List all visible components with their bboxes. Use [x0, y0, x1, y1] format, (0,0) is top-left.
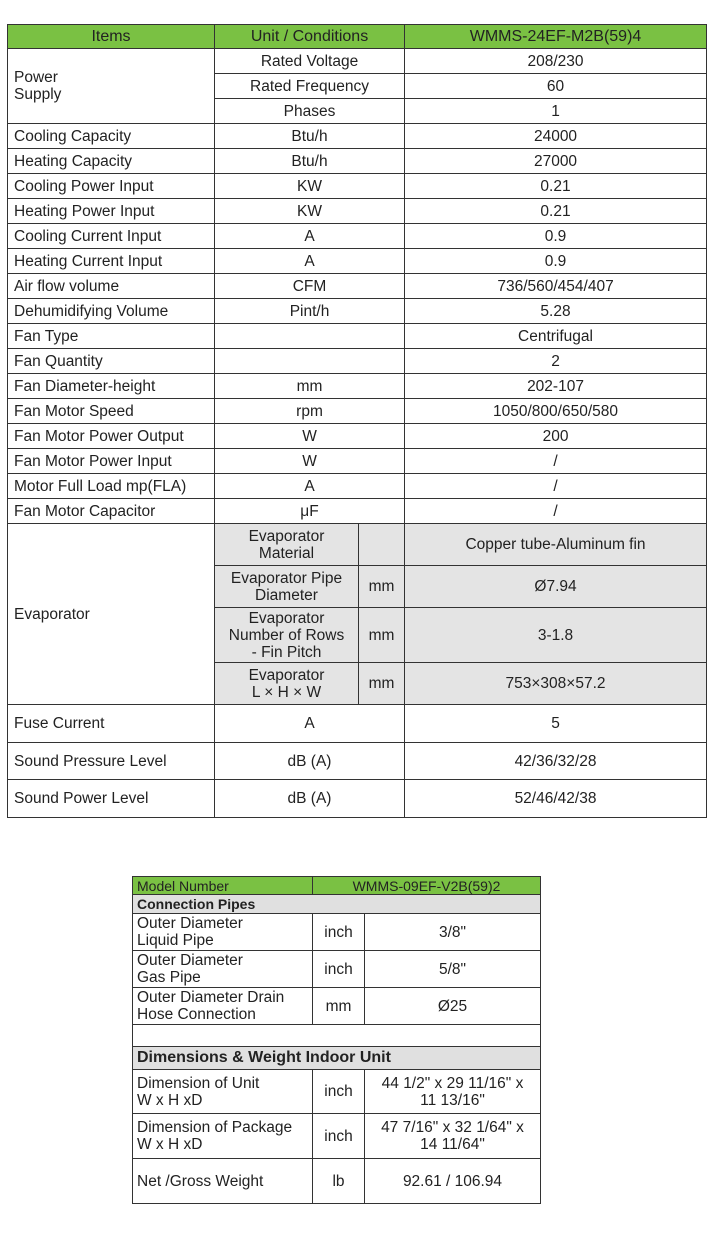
unit-cell: mm	[359, 566, 405, 608]
value-cell: Ø7.94	[405, 566, 707, 608]
evaporator-condition: Evaporator Pipe Diameter	[215, 566, 359, 608]
unit-cell: dB (A)	[215, 743, 405, 780]
condition-cell: Phases	[215, 99, 405, 124]
item-cell: Cooling Capacity	[8, 124, 215, 149]
item-cell: Heating Capacity	[8, 149, 215, 174]
spec-row	[8, 374, 707, 399]
header-model: WMMS-24EF-M2B(59)4	[405, 25, 707, 49]
specifications-table	[7, 24, 707, 818]
spec-row	[8, 299, 707, 324]
condition-cell: Rated Voltage	[215, 49, 405, 74]
spec-row	[8, 124, 707, 149]
value-cell: /	[405, 449, 707, 474]
value-cell: 1050/800/650/580	[405, 399, 707, 424]
item-cell: Sound Power Level	[8, 780, 215, 818]
unit-cell: Pint/h	[215, 299, 405, 324]
dimension-row	[133, 1114, 541, 1159]
unit-cell: W	[215, 449, 405, 474]
evaporator-row	[8, 524, 707, 566]
header-row	[133, 877, 541, 895]
spec-row	[8, 474, 707, 499]
connection-dimensions-table	[132, 876, 541, 1204]
spec-row	[8, 249, 707, 274]
spec-row	[8, 224, 707, 249]
unit-cell: inch	[313, 1114, 365, 1159]
item-cell: Fan Motor Speed	[8, 399, 215, 424]
item-cell: Fan Quantity	[8, 349, 215, 374]
value-cell: Centrifugal	[405, 324, 707, 349]
spec-row	[8, 424, 707, 449]
item-cell: Fan Motor Power Output	[8, 424, 215, 449]
item-cell: Cooling Power Input	[8, 174, 215, 199]
unit-cell: Btu/h	[215, 149, 405, 174]
model-number-label: Model Number	[133, 877, 313, 895]
spec-row	[8, 743, 707, 780]
item-cell: Sound Pressure Level	[8, 743, 215, 780]
unit-cell: KW	[215, 174, 405, 199]
item-cell: Motor Full Load mp(FLA)	[8, 474, 215, 499]
value-cell: 0.9	[405, 224, 707, 249]
value-cell: /	[405, 499, 707, 524]
unit-cell: mm	[359, 663, 405, 705]
unit-cell: A	[215, 474, 405, 499]
spec-row	[8, 399, 707, 424]
spec-row	[8, 449, 707, 474]
condition-cell: Rated Frequency	[215, 74, 405, 99]
value-cell: 92.61 / 106.94	[365, 1159, 541, 1204]
unit-cell: μF	[215, 499, 405, 524]
value-cell: 44 1/2" x 29 11/16" x 11 13/16"	[365, 1070, 541, 1114]
value-cell: Ø25	[365, 988, 541, 1025]
value-cell: 2	[405, 349, 707, 374]
power-supply-row	[8, 49, 707, 74]
evaporator-condition: Evaporator Material	[215, 524, 359, 566]
value-cell: 1	[405, 99, 707, 124]
value-cell: 0.21	[405, 174, 707, 199]
pipe-row	[133, 988, 541, 1025]
value-cell: 42/36/32/28	[405, 743, 707, 780]
connection-pipes-heading: Connection Pipes	[133, 895, 541, 914]
value-cell: 753×308×57.2	[405, 663, 707, 705]
spec-row	[8, 149, 707, 174]
value-cell: 24000	[405, 124, 707, 149]
spec-row	[8, 705, 707, 743]
unit-cell: inch	[313, 914, 365, 951]
pipe-row	[133, 951, 541, 988]
unit-cell: Btu/h	[215, 124, 405, 149]
unit-cell: dB (A)	[215, 780, 405, 818]
unit-cell: lb	[313, 1159, 365, 1204]
value-cell: /	[405, 474, 707, 499]
value-cell: 60	[405, 74, 707, 99]
model-number-value: WMMS-09EF-V2B(59)2	[313, 877, 541, 895]
value-cell: 202-107	[405, 374, 707, 399]
value-cell: 0.9	[405, 249, 707, 274]
unit-cell: inch	[313, 1070, 365, 1114]
value-cell: 0.21	[405, 199, 707, 224]
spacer-cell	[133, 1025, 541, 1047]
value-cell: 3-1.8	[405, 608, 707, 663]
power-supply-label: Power Supply	[8, 49, 215, 124]
spec-row	[8, 199, 707, 224]
item-cell: Dimension of Unit W x H xD	[133, 1070, 313, 1114]
header-row	[8, 25, 707, 49]
evaporator-condition: Evaporator Number of Rows - Fin Pitch	[215, 608, 359, 663]
section-row	[133, 895, 541, 914]
spec-row	[8, 324, 707, 349]
pipe-row	[133, 914, 541, 951]
item-cell: Fan Motor Power Input	[8, 449, 215, 474]
value-cell: 47 7/16" x 32 1/64" x 14 11/64"	[365, 1114, 541, 1159]
item-cell: Dehumidifying Volume	[8, 299, 215, 324]
item-cell: Outer Diameter Liquid Pipe	[133, 914, 313, 951]
item-cell: Fan Motor Capacitor	[8, 499, 215, 524]
value-cell: 736/560/454/407	[405, 274, 707, 299]
value-cell: 5/8"	[365, 951, 541, 988]
section-row	[133, 1047, 541, 1070]
item-cell: Net /Gross Weight	[133, 1159, 313, 1204]
dimension-row	[133, 1070, 541, 1114]
unit-cell: mm	[215, 374, 405, 399]
unit-cell: mm	[359, 608, 405, 663]
item-cell: Cooling Current Input	[8, 224, 215, 249]
item-cell: Outer Diameter Gas Pipe	[133, 951, 313, 988]
spec-row	[8, 780, 707, 818]
item-cell: Air flow volume	[8, 274, 215, 299]
unit-cell	[215, 349, 405, 374]
value-cell: 208/230	[405, 49, 707, 74]
item-cell: Dimension of Package W x H xD	[133, 1114, 313, 1159]
evaporator-condition: Evaporator L × H × W	[215, 663, 359, 705]
spec-row	[8, 349, 707, 374]
value-cell: 5	[405, 705, 707, 743]
item-cell: Fan Diameter-height	[8, 374, 215, 399]
item-cell: Outer Diameter Drain Hose Connection	[133, 988, 313, 1025]
unit-cell: inch	[313, 951, 365, 988]
value-cell: 200	[405, 424, 707, 449]
unit-cell	[215, 324, 405, 349]
unit-cell: A	[215, 224, 405, 249]
unit-cell: KW	[215, 199, 405, 224]
evaporator-label: Evaporator	[8, 524, 215, 705]
unit-cell	[359, 524, 405, 566]
header-items: Items	[8, 25, 215, 49]
header-unit: Unit / Conditions	[215, 25, 405, 49]
item-cell: Heating Current Input	[8, 249, 215, 274]
spacer-row	[133, 1025, 541, 1047]
item-cell: Fan Type	[8, 324, 215, 349]
value-cell: 52/46/42/38	[405, 780, 707, 818]
unit-cell: W	[215, 424, 405, 449]
unit-cell: CFM	[215, 274, 405, 299]
unit-cell: A	[215, 249, 405, 274]
item-cell: Heating Power Input	[8, 199, 215, 224]
unit-cell: rpm	[215, 399, 405, 424]
spec-row	[8, 274, 707, 299]
dimension-row	[133, 1159, 541, 1204]
value-cell: 3/8"	[365, 914, 541, 951]
value-cell: 27000	[405, 149, 707, 174]
unit-cell: mm	[313, 988, 365, 1025]
value-cell: Copper tube-Aluminum fin	[405, 524, 707, 566]
dimensions-weight-heading: Dimensions & Weight Indoor Unit	[133, 1047, 541, 1070]
item-cell: Fuse Current	[8, 705, 215, 743]
spec-row	[8, 174, 707, 199]
unit-cell: A	[215, 705, 405, 743]
spec-row	[8, 499, 707, 524]
value-cell: 5.28	[405, 299, 707, 324]
